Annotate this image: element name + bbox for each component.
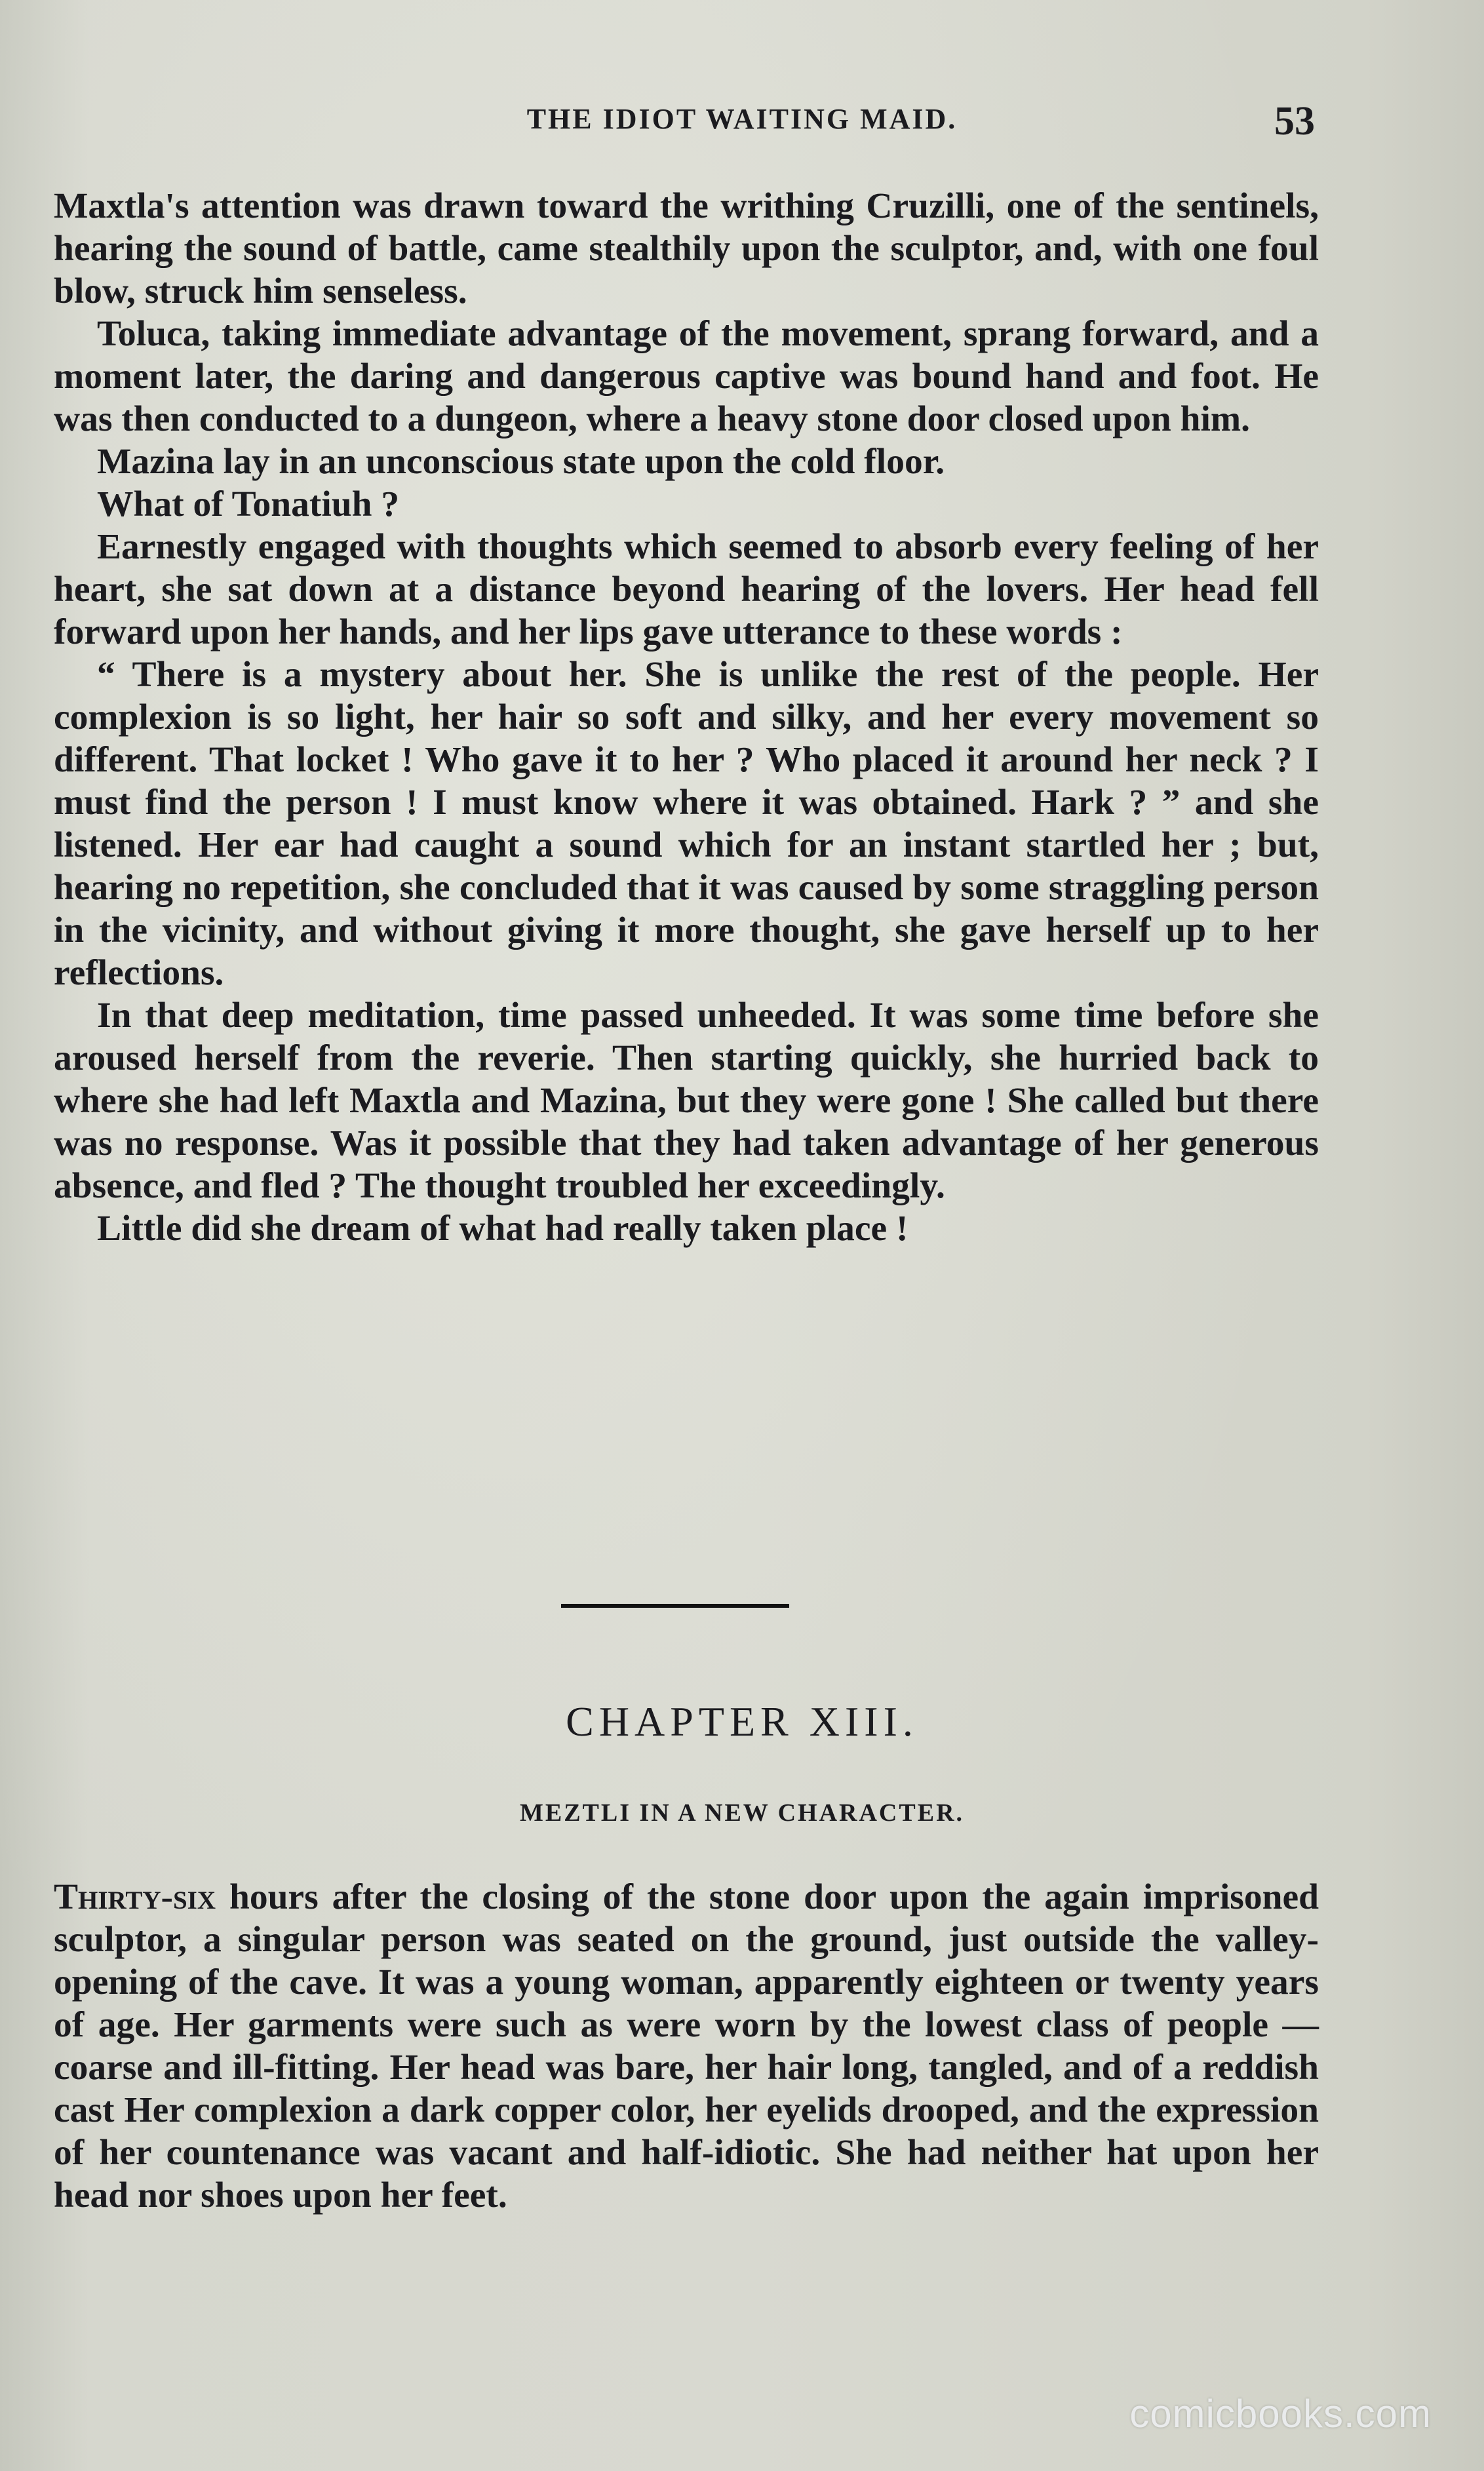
paragraph: What of Tonatiuh ? — [97, 484, 400, 524]
paragraph: Little did she dream of what had really taken place ! — [97, 1209, 908, 1249]
chapter-title: CHAPTER XIII. — [566, 1698, 918, 1745]
paragraph: “ There is a mystery about her. She is unlike the rest of the people. Her complexion is so light, her hair so soft and silky, and her every movement so different. That locket ! Who gave it to her ? Who placed it around her neck ? I must find the person ! I must know where it was obtained. Hark ? ” and she listened. Her ear had caught a sound which for an instant startled her ; but, hearing no repetition, she concluded that it was caused by some straggling person in the vicinity, and without giving it more thought, she gave herself up to her reflections. — [54, 655, 1319, 993]
section-divider — [561, 1604, 789, 1608]
paragraph: In that deep meditation, time passed unheeded. It was some time before she aroused herself from the reverie. Then starting quickly, she hurried back to where she had left Maxtla and Mazina, but they were gone ! She called but there was no response. Was it possible that they had taken advantage of her generous absence, and fled ? The thought troubled her exceedingly. — [54, 996, 1319, 1206]
lead-word: Thirty-six — [54, 1877, 216, 1917]
chapter-subtitle: MEZTLI IN A NEW CHARACTER. — [519, 1799, 965, 1827]
page-number: 53 — [1274, 99, 1315, 144]
paragraph: Toluca, taking immediate advantage of the movement, sprang forward, and a moment later, the daring and dangerous captive was bound hand and foot. He was then conducted to a dungeon, where a heavy stone door closed upon him. — [54, 314, 1319, 439]
paragraph: Maxtla's attention was drawn toward the writhing Cruzilli, one of the sentinels, hearing the sound of battle, came stealthily upon the sculptor, and, with one foul blow, struck him senseless. — [54, 186, 1319, 311]
paragraph: Earnestly engaged with thoughts which seemed to absorb every feeling of her heart, she sat down at a distance beyond hearing of the lovers. Her head fell forward upon her hands, and her lips gave utterance to these words : — [54, 527, 1319, 652]
chapter-text-top — [54, 185, 1319, 1250]
running-header — [0, 98, 1484, 157]
paragraph: Mazina lay in an unconscious state upon the cold floor. — [97, 442, 945, 482]
paragraph-text: hours after the closing of the stone door upon the again imprisoned sculptor, a singular person was seated on the ground, just outside the valley-opening of the cave. It was a young woman, apparently eighteen or twenty years of age. Her garments were such as were worn by the lowest class of people — coarse and ill-fitting. Her head was bare, her hair long, tangled, and of a reddish cast Her complexion a dark copper color, her eyelids drooped, and the expression of her countenance was vacant and half-idiotic. She had neither hat upon her head nor shoes upon her feet. — [54, 1877, 1319, 2215]
watermark: comicbooks.com — [1129, 2392, 1432, 2436]
paragraph — [54, 1876, 1319, 2217]
running-title: THE IDIOT WAITING MAID. — [526, 103, 958, 135]
chapter-text-bottom — [54, 1876, 1319, 2217]
